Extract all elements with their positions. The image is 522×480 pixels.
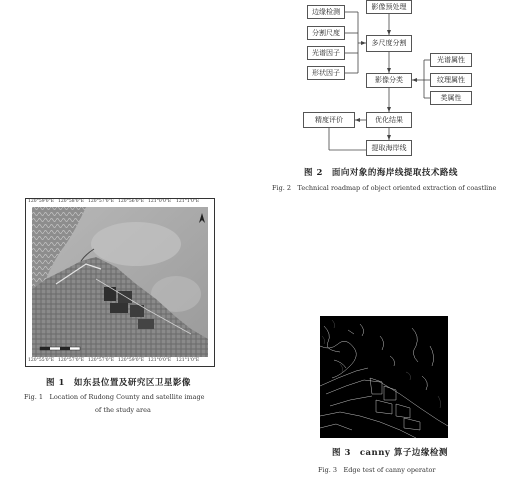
figure1-caption-cn: 图 1 如东县位置及研究区卫星影像 — [46, 378, 191, 388]
satellite-image — [26, 199, 214, 366]
figure2-caption-en: Fig. 2 Technical roadmap of object oriented extraction of coastline — [272, 184, 497, 192]
map-top-tick-4: 120°56'0"E — [118, 199, 145, 204]
spectral-factor-label: 光谱因子 — [312, 48, 340, 57]
seg-scale-label: 分割尺度 — [312, 28, 340, 37]
multiscale-seg-label: 多尺度分割 — [371, 39, 407, 47]
map-bottom-tick-3: 120°57'0"E — [88, 358, 115, 363]
preprocess-label: 影像预处理 — [371, 2, 407, 11]
map-bottom-tick-2: 120°57'0"E — [58, 358, 85, 363]
figure1-caption-en-line1: Fig. 1 Location of Rudong County and satellite image — [24, 393, 205, 401]
map-top-tick-1: 120°59'0"E — [28, 199, 55, 204]
map-bottom-tick-5: 121°0'0"E — [148, 358, 172, 363]
accuracy-eval-box — [303, 112, 355, 128]
satellite-map-frame — [25, 198, 215, 367]
edge-detect-label: 边缘检测 — [312, 7, 340, 16]
image-class-label: 影像分类 — [375, 76, 403, 84]
optimize-result-box — [366, 112, 412, 128]
spectral-factor-box — [307, 46, 345, 60]
map-top-tick-2: 120°58'0"E — [58, 199, 85, 204]
extract-coast-label: 提取海岸线 — [371, 143, 407, 152]
seg-scale-box — [307, 26, 345, 40]
multiscale-seg-box — [366, 35, 412, 52]
class-attr-label: 类属性 — [440, 93, 462, 102]
figure3-caption-en: Fig. 3 Edge test of canny operator — [318, 466, 436, 474]
extract-coast-box — [366, 140, 412, 156]
texture-attr-label: 纹理属性 — [437, 75, 465, 84]
accuracy-eval-label: 精度评价 — [315, 115, 343, 124]
shape-factor-box — [307, 66, 345, 80]
map-top-tick-6: 121°1'0"E — [176, 199, 200, 204]
edge-detect-box — [307, 5, 345, 19]
texture-attr-box — [430, 73, 472, 87]
map-bottom-tick-1: 120°55'0"E — [28, 358, 55, 363]
map-bottom-tick-4: 120°59'0"E — [118, 358, 145, 363]
map-top-tick-3: 120°57'0"E — [88, 199, 115, 204]
image-class-box — [366, 73, 412, 88]
spectral-attr-box — [430, 53, 472, 67]
class-attr-box — [430, 91, 472, 105]
map-bottom-tick-6: 121°1'0"E — [176, 358, 200, 363]
figure3-caption-cn: 图 3 canny 算子边缘检测 — [332, 448, 448, 458]
spectral-attr-label: 光谱属性 — [437, 55, 465, 64]
shape-factor-label: 形状因子 — [312, 68, 340, 77]
canny-edge-image — [320, 316, 448, 438]
optimize-result-label: 优化结果 — [375, 115, 403, 124]
preprocess-box — [366, 0, 412, 14]
figure2-caption-cn: 图 2 面向对象的海岸线提取技术路线 — [304, 168, 458, 178]
figure1-caption-en-line2: of the study area — [95, 406, 151, 414]
canny-edge-lines — [320, 316, 448, 438]
map-top-tick-5: 121°0'0"E — [148, 199, 172, 204]
